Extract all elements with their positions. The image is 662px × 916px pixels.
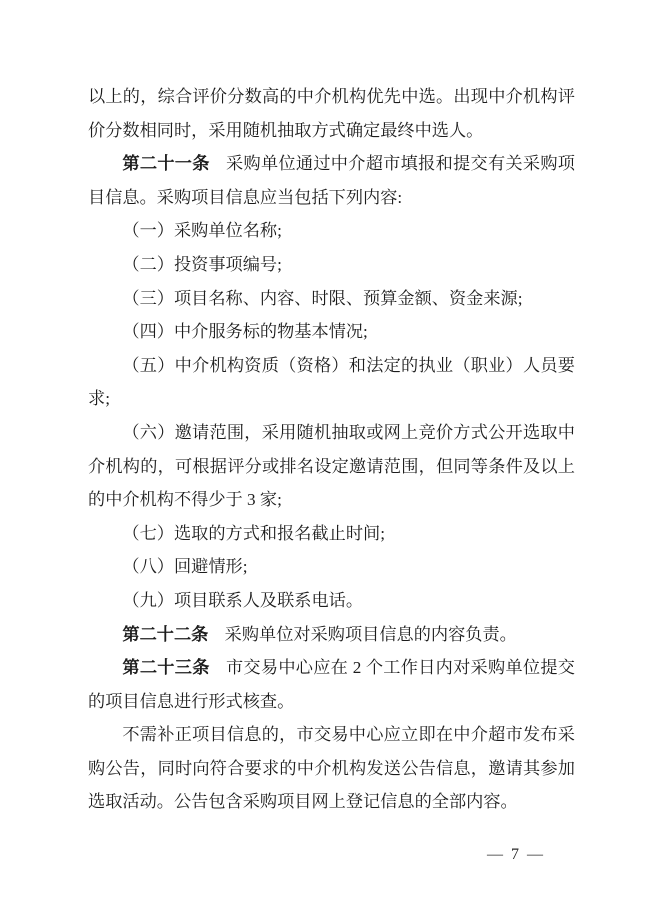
article-21-text: 采购单位通过中介超市填报和提交有关采购项目信息。采购项目信息应当包括下列内容:	[88, 154, 575, 207]
list-item-8: （八）回避情形;	[122, 557, 248, 577]
paragraph-body: 不需补正项目信息的，市交易中心应立即在中介超市发布采购公告，同时向符合要求的中介机构发送公告信息，邀请其参加选取活动。公告包含采购项目网上登记信息的全部内容。	[88, 725, 575, 812]
list-item-9: （九）项目联系人及联系电话。	[122, 590, 364, 610]
document-text-block	[88, 80, 575, 819]
page-number: — 7 —	[487, 846, 545, 863]
list-item-5: （五）中介机构资质（资格）和法定的执业（职业）人员要求;	[88, 355, 575, 409]
article-23-paragraph	[88, 651, 575, 718]
article-21-paragraph	[88, 147, 575, 214]
article-23-number: 第二十三条	[122, 658, 210, 678]
list-item-3: （三）项目名称、内容、时限、预算金额、资金来源;	[122, 288, 523, 308]
list-item-4: （四）中介服务标的物基本情况;	[122, 322, 368, 342]
article-22-number: 第二十二条	[122, 624, 209, 644]
list-item-1: （一）采购单位名称;	[122, 221, 282, 241]
list-item-2: （二）投资事项编号;	[122, 254, 282, 274]
article-22-text: 采购单位对采购项目信息的内容负责。	[224, 624, 517, 644]
article-22-paragraph	[88, 618, 575, 652]
paragraph-continuation: 以上的，综合评价分数高的中介机构优先中选。出现中介机构评价分数相同时，采用随机抽取方式确定最终中选人。	[88, 87, 575, 140]
list-item-6: （六）邀请范围，采用随机抽取或网上竞价方式公开选取中介机构的，可根据评分或排名设定邀请范围，但同等条件及以上的中介机构不得少于 3 家;	[88, 422, 575, 510]
article-21-number: 第二十一条	[122, 154, 210, 174]
article-23-text: 市交易中心应在 2 个工作日内对采购单位提交的项目信息进行形式核查。	[88, 658, 575, 711]
list-item-7: （七）选取的方式和报名截止时间;	[122, 523, 385, 543]
